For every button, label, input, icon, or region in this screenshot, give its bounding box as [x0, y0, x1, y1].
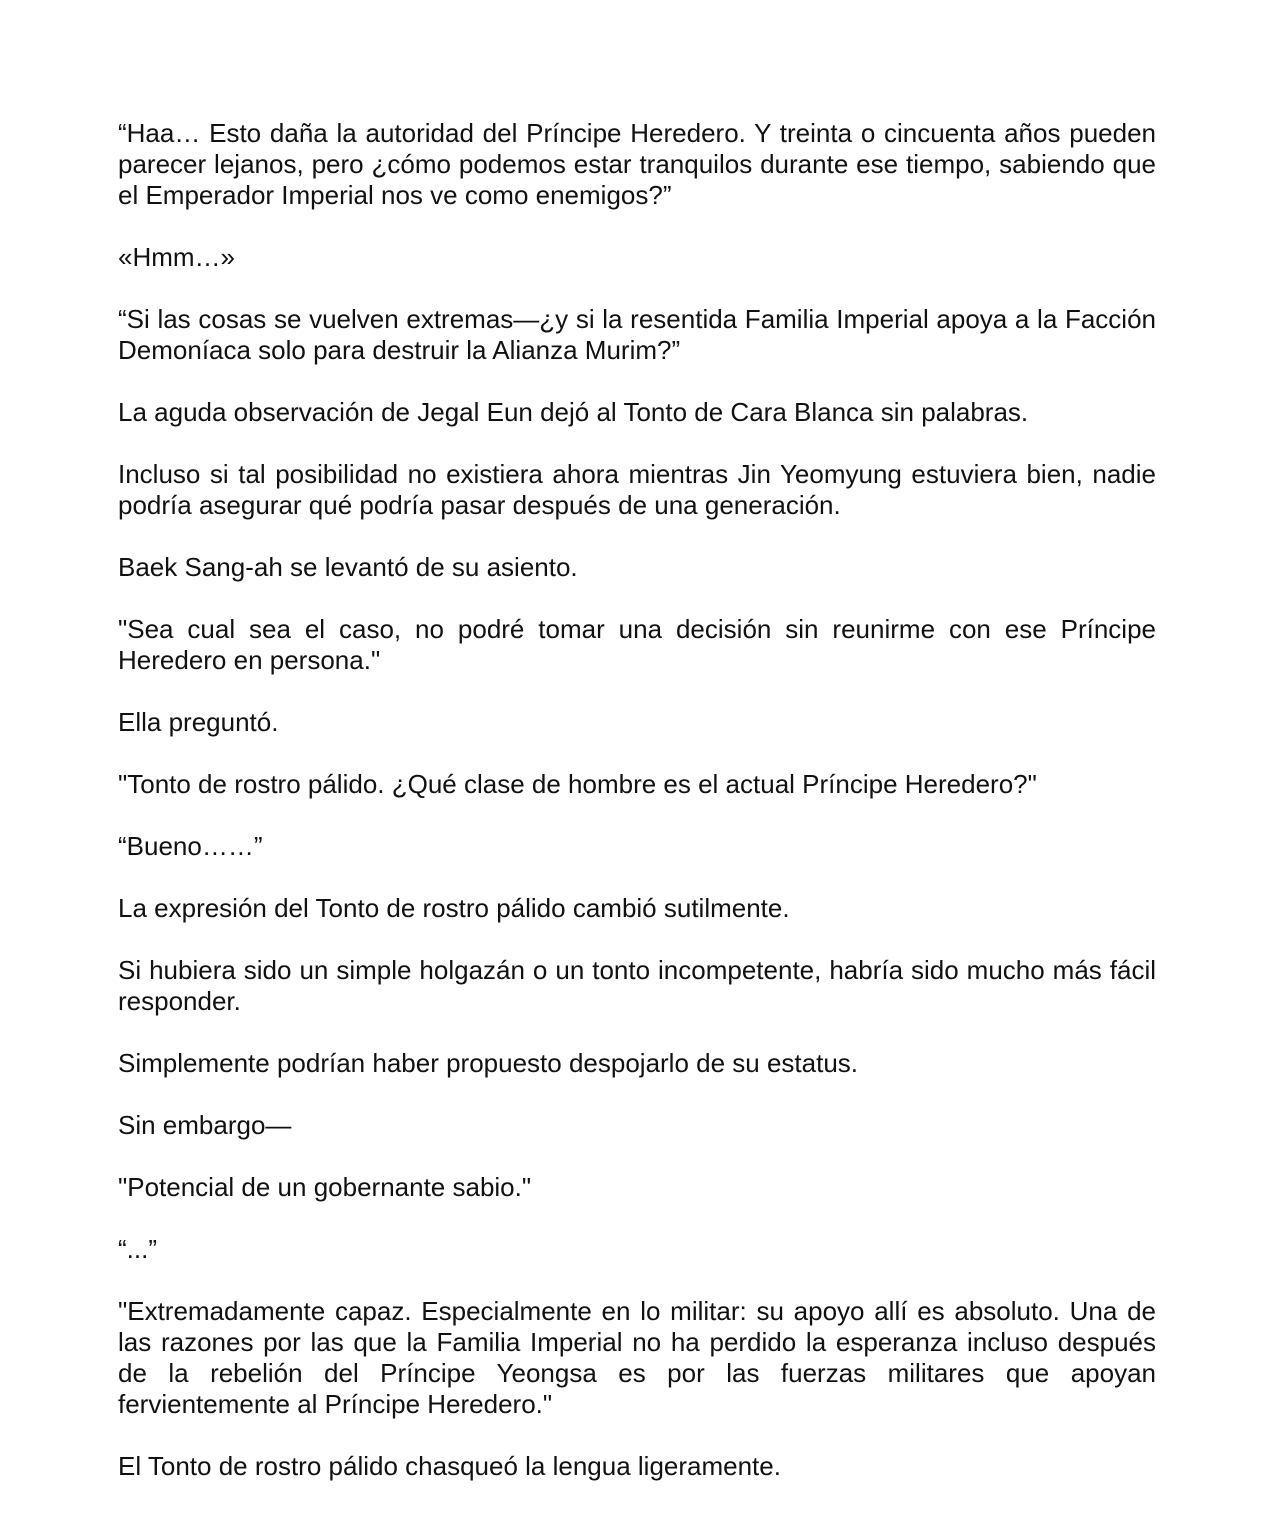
paragraph: “Haa… Esto daña la autoridad del Príncipe Heredero. Y treinta o cincuenta años pueden parecer lejanos, pero ¿cómo podemos estar tranquilos durante ese tiempo, sabiendo que el Emperador Imperial nos ve como enemigos?” [118, 118, 1156, 210]
paragraph: "Potencial de un gobernante sabio." [118, 1172, 532, 1202]
paragraph: “Bueno……” [118, 831, 263, 861]
paragraph: "Tonto de rostro pálido. ¿Qué clase de hombre es el actual Príncipe Heredero?" [118, 769, 1037, 799]
paragraph: "Extremadamente capaz. Especialmente en lo militar: su apoyo allí es absoluto. Una de las razones por las que la Familia Imperial no ha perdido la esperanza incluso después de la rebelión del Príncipe Yeongsa es por las fuerzas militares que apoyan fervientemente al Príncipe Heredero." [118, 1296, 1156, 1419]
paragraph: Si hubiera sido un simple holgazán o un tonto incompetente, habría sido mucho más fácil responder. [118, 955, 1156, 1016]
paragraph: Incluso si tal posibilidad no existiera ahora mientras Jin Yeomyung estuviera bien, nadie podría asegurar qué podría pasar después de una generación. [118, 459, 1156, 520]
paragraph: “Si las cosas se vuelven extremas—¿y si la resentida Familia Imperial apoya a la Facción Demoníaca solo para destruir la Alianza Murim?” [118, 304, 1156, 365]
paragraph: Simplemente podrían haber propuesto despojarlo de su estatus. [118, 1048, 859, 1078]
document-page [118, 118, 1156, 1513]
paragraph: El Tonto de rostro pálido chasqueó la lengua ligeramente. [118, 1451, 781, 1481]
paragraph: Baek Sang-ah se levantó de su asiento. [118, 552, 578, 582]
paragraph: La aguda observación de Jegal Eun dejó al Tonto de Cara Blanca sin palabras. [118, 397, 1029, 427]
paragraph: “...” [118, 1234, 157, 1264]
paragraph: La expresión del Tonto de rostro pálido cambió sutilmente. [118, 893, 790, 923]
paragraph: «Hmm…» [118, 242, 236, 272]
paragraph: Ella preguntó. [118, 707, 279, 737]
paragraph: "Sea cual sea el caso, no podré tomar una decisión sin reunirme con ese Príncipe Heredero en persona." [118, 614, 1156, 675]
paragraph: Sin embargo— [118, 1110, 292, 1140]
